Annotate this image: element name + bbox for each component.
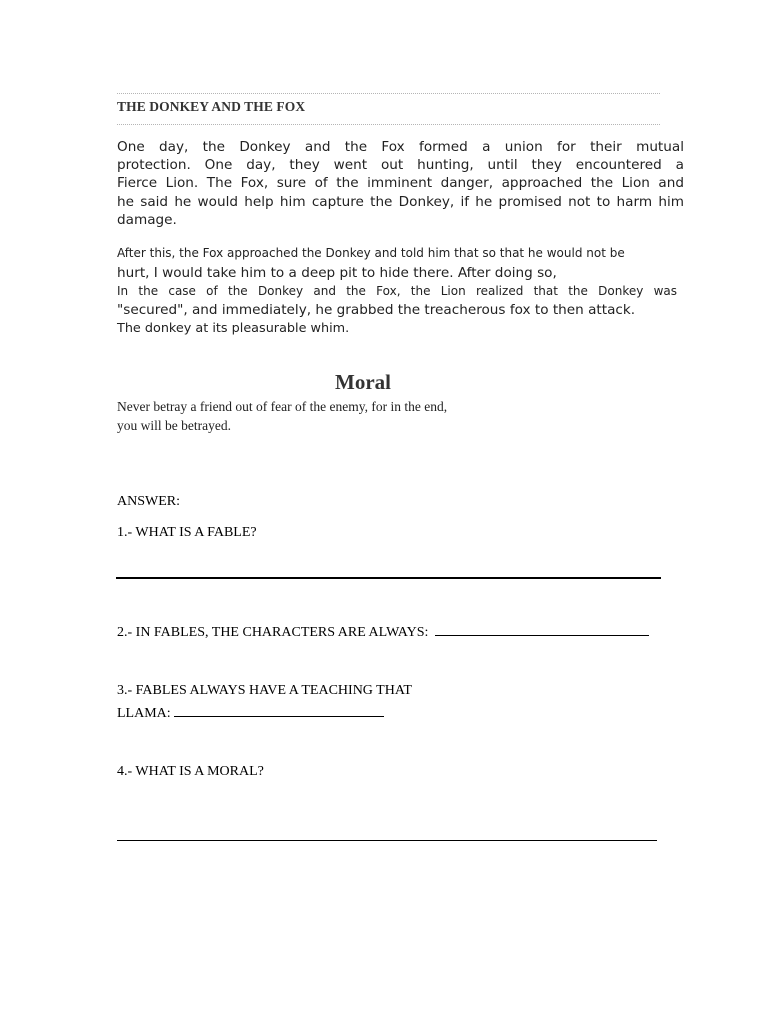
question-2: 2.- IN FABLES, THE CHARACTERS ARE ALWAYS:	[117, 625, 429, 640]
moral-line: Never betray a friend out of fear of the enemy, for in the end,	[117, 399, 448, 414]
moral-heading: Moral	[335, 370, 391, 394]
top-dotted-divider	[117, 93, 660, 94]
paragraph-line: he said he would help him capture the Donkey, if he promised not to harm him	[117, 193, 684, 210]
paragraph-line: Fierce Lion. The Fox, sure of the imminent danger, approached the Lion and	[117, 175, 684, 192]
question-3-line-2: LLAMA:	[117, 706, 171, 721]
question-1: 1.- WHAT IS A FABLE?	[117, 525, 257, 540]
paragraph-line: protection. One day, they went out hunting, until they encountered a	[117, 157, 684, 174]
question-2-row	[117, 622, 649, 641]
fable-paragraph-1	[117, 138, 684, 229]
question-4: 4.- WHAT IS A MORAL?	[117, 764, 264, 779]
answer-blank-2[interactable]	[435, 622, 649, 636]
title-dotted-divider	[117, 124, 660, 125]
question-3-row	[117, 703, 384, 722]
paragraph-line: In the case of the Donkey and the Fox, the Lion realized that the Donkey was	[117, 284, 677, 298]
answer-line-1[interactable]	[116, 577, 661, 579]
paragraph-line: "secured", and immediately, he grabbed the treacherous fox to then attack.	[117, 302, 636, 318]
answer-line-4[interactable]	[117, 840, 657, 841]
paragraph-line: One day, the Donkey and the Fox formed a union for their mutual	[117, 139, 684, 155]
moral-line: you will be betrayed.	[117, 417, 231, 433]
fable-title: THE DONKEY AND THE FOX	[117, 99, 306, 114]
paragraph-line: hurt, I would take him to a deep pit to hide there. After doing so,	[117, 265, 557, 281]
answer-label: ANSWER:	[117, 494, 180, 509]
paragraph-line: After this, the Fox approached the Donkey and told him that so that he would not be	[117, 246, 625, 260]
paragraph-line: damage.	[117, 211, 177, 228]
question-3-line-1: 3.- FABLES ALWAYS HAVE A TEACHING THAT	[117, 683, 412, 698]
moral-text	[117, 398, 447, 435]
answer-blank-3[interactable]	[174, 703, 384, 717]
paragraph-line: The donkey at its pleasurable whim.	[117, 321, 350, 336]
